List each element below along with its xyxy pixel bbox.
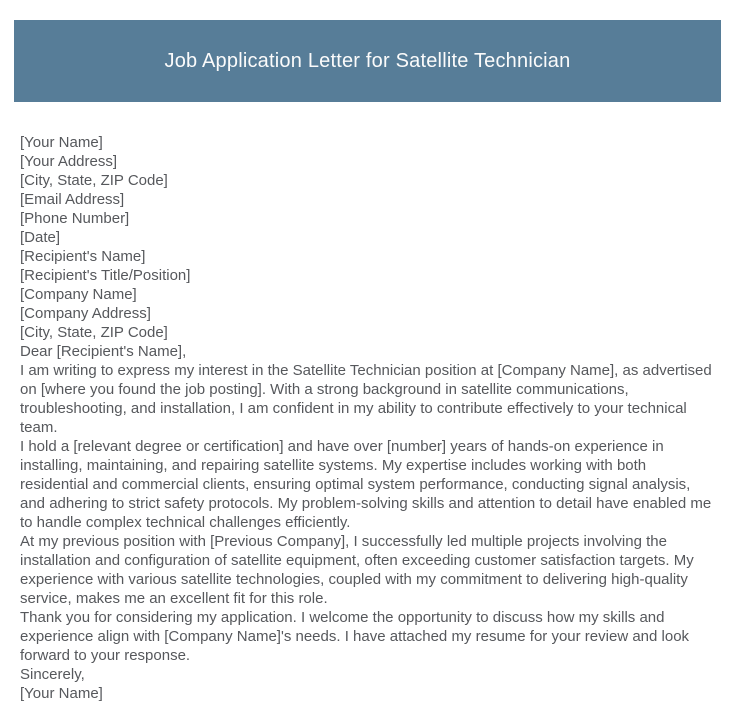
paragraph-introduction: I am writing to express my interest in the Satellite Technician position at [Company Name], as advertised on [where you found the job posting]. With a strong background in satellite communications, troubleshooting, and installation, I am confident in my ability to contribute effectively to your technical team.: [20, 362, 712, 436]
signature-line: [Your Name]: [20, 685, 103, 702]
title-banner: [14, 20, 721, 102]
sender-phone-line: [Phone Number]: [20, 210, 130, 227]
closing-line: Sincerely,: [20, 666, 85, 683]
sender-address-line: [Your Address]: [20, 153, 118, 170]
company-address-line: [Company Address]: [20, 305, 151, 322]
paragraph-thanks: Thank you for considering my application. I welcome the opportunity to discuss how my skills and experience align with [Company Name]'s needs. I have attached my resume for your review and look forward to your response.: [20, 609, 690, 664]
sender-email-line: [Email Address]: [20, 191, 125, 208]
paragraph-experience: At my previous position with [Previous Company], I successfully led multiple projects involving the installation and configuration of satellite equipment, often exceeding customer satisfaction targets. My experience with various satellite technologies, coupled with my commitment to delivering high-quality service, makes me an excellent fit for this role.: [20, 533, 694, 607]
sender-city-line: [City, State, ZIP Code]: [20, 172, 168, 189]
letter-body: [20, 133, 714, 703]
company-city-line: [City, State, ZIP Code]: [20, 324, 168, 341]
date-line: [Date]: [20, 229, 61, 246]
recipient-name-line: [Recipient's Name]: [20, 248, 146, 265]
recipient-title-line: [Recipient's Title/Position]: [20, 267, 191, 284]
salutation-line: Dear [Recipient's Name],: [20, 343, 187, 360]
paragraph-qualifications: I hold a [relevant degree or certification] and have over [number] years of hands-on experience in installing, maintaining, and repairing satellite systems. My expertise includes working with both residential and commercial clients, ensuring optimal system performance, conducting signal analysis, and adhering to strict safety protocols. My problem-solving skills and attention to detail have enabled me to handle complex technical challenges efficiently.: [20, 438, 712, 531]
page-title: Job Application Letter for Satellite Technician: [164, 49, 571, 72]
company-name-line: [Company Name]: [20, 286, 137, 303]
sender-name-line: [Your Name]: [20, 134, 103, 151]
